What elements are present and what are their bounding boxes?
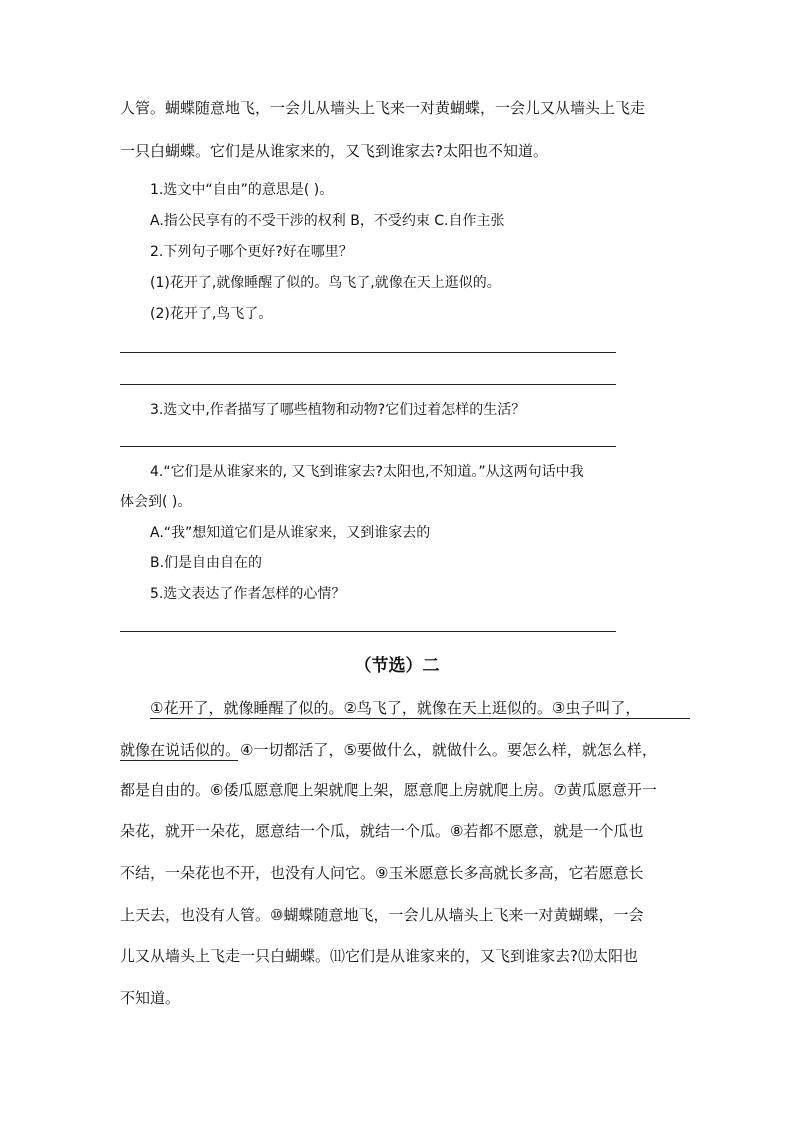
answer-line-q5[interactable]: [120, 631, 616, 632]
question-1: 1.选文中“自由”的意思是( )。: [150, 182, 334, 198]
question-2: 2.下列句子哪个更好?好在哪里？: [150, 244, 353, 260]
question-2-sentence-1: (1)花开了,就像睡醒了似的。鸟飞了,就像在天上逛似的。: [150, 275, 501, 291]
question-2-sentence-2: (2)花开了,鸟飞了。: [150, 306, 273, 322]
underline-2: [120, 760, 238, 761]
question-4-line-2: 体会到( )。: [120, 494, 192, 510]
question-4-option-b: B.们是自由自在的: [150, 555, 263, 571]
question-5: 5.选文表达了作者怎样的心情？: [150, 586, 346, 602]
underline-1: [150, 718, 690, 719]
question-3: 3.选文中,作者描写了哪些植物和动物?它们过着怎样的生活？: [150, 402, 526, 418]
passage2-line-5: 不结，一朵花也不开，也没有人问它。⑨玉米愿意长多高就长多高，它若愿意长: [120, 864, 644, 882]
passage2-line-6: 上天去，也没有人管。⑩蝴蝶随意地飞，一会儿从墙头上飞来一对黄蝴蝶，一会: [120, 906, 644, 924]
passage-line-1: 人管。蝴蝶随意地飞，一会儿从墙头上飞来一对黄蝴蝶，一会儿又从墙头上飞走: [120, 99, 646, 117]
passage2-line-1: ①花开了，就像睡醒了似的。②鸟飞了，就像在天上逛似的。③虫子叫了，: [150, 699, 641, 717]
passage2-line-2: 就像在说话似的。④一切都活了，⑤要做什么，就做什么。要怎么样，就怎么样，: [120, 741, 657, 759]
passage-line-2: 一只白蝴蝶。它们是从谁家来的，又飞到谁家去?太阳也不知道。: [120, 142, 548, 160]
question-4-line-1: 4.“它们是从谁家来的, 又飞到谁家去?太阳也,不知道。”从这两句话中我: [150, 464, 584, 480]
answer-line-q2-2[interactable]: [120, 384, 616, 385]
answer-line-q3[interactable]: [120, 446, 616, 447]
answer-line-q2-1[interactable]: [120, 352, 616, 353]
passage2-line-8: 不知道。: [120, 989, 181, 1007]
question-4-option-a: A.“我”想知道它们是从谁家来，又到谁家去的: [150, 525, 431, 541]
passage2-line-3: 都是自由的。⑥倭瓜愿意爬上架就爬上架，愿意爬上房就爬上房。⑦黄瓜愿意开一: [120, 781, 657, 799]
question-1-options: A.指公民享有的不受干涉的权利 B，不受约束 C.自作主张: [150, 213, 505, 229]
section-title: （节选）二: [354, 656, 440, 676]
passage2-line-4: 朵花，就开一朵花，愿意结一个瓜，就结一个瓜。⑧若都不愿意，就是一个瓜也: [120, 822, 644, 840]
passage2-line-7: 儿又从墙头上飞走一只白蝴蝶。⑾它们是从谁家来的，又飞到谁家去?⑿太阳也: [120, 947, 638, 965]
